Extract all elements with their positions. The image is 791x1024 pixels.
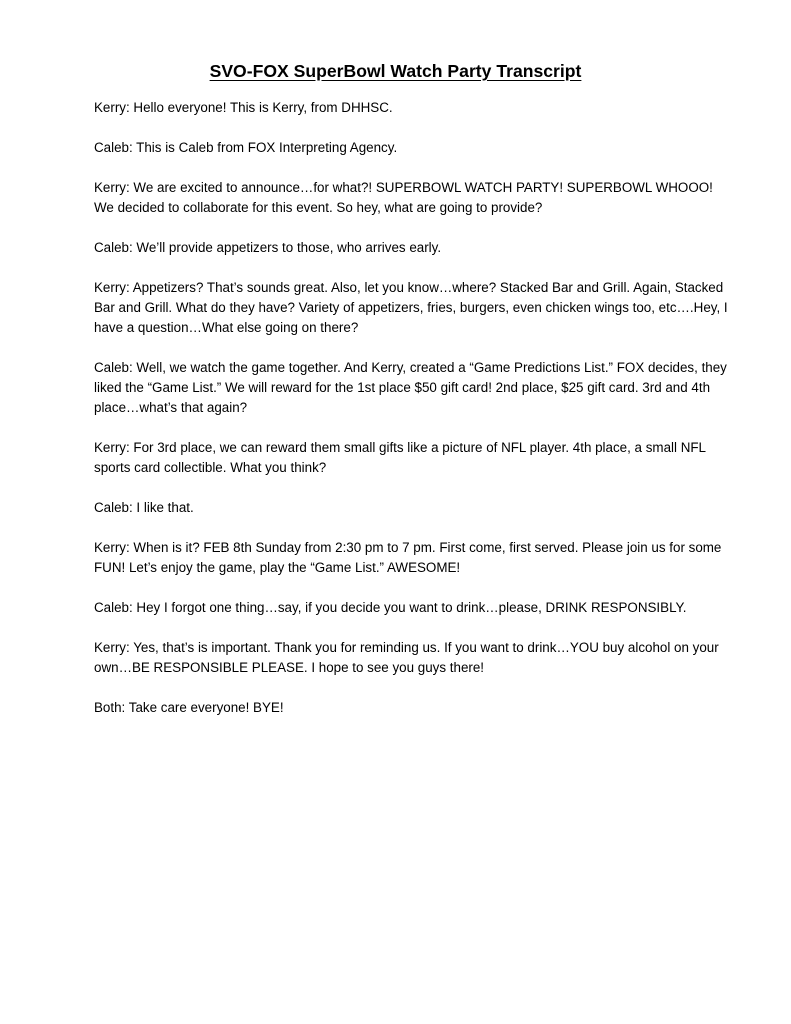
transcript-line: Kerry: Hello everyone! This is Kerry, from DHHSC. — [94, 100, 393, 115]
transcript-line: Caleb: I like that. — [94, 500, 194, 515]
transcript-line: Caleb: This is Caleb from FOX Interpreting Agency. — [94, 140, 398, 155]
transcript-line: Caleb: Well, we watch the game together. And Kerry, created a “Game Predictions List.” FOX decides, they liked the “Game List.” We will reward for the 1st place $50 gift card! 2nd place, $25 gift card. 3rd and 4th place…what’s that again? — [94, 360, 727, 415]
transcript-line: Caleb: We’ll provide appetizers to those, who arrives early. — [94, 240, 442, 255]
transcript-line: Caleb: Hey I forgot one thing…say, if you decide you want to drink…please, DRINK RESPONSIBLY. — [94, 600, 687, 615]
transcript-line: Both: Take care everyone! BYE! — [94, 700, 284, 715]
transcript-line: Kerry: Appetizers? That’s sounds great. Also, let you know…where? Stacked Bar and Grill. Again, Stacked Bar and Grill. What do they have? Variety of appetizers, fries, burgers, even chicken wings too, etc….Hey, I have a question…What else going on there? — [94, 280, 728, 335]
transcript-line: Kerry: Yes, that’s is important. Thank you for reminding us. If you want to drink…YOU buy alcohol on your own…BE RESPONSIBLE PLEASE. I hope to see you guys there! — [94, 640, 719, 675]
page-title: SVO-FOX SuperBowl Watch Party Transcript — [209, 61, 582, 81]
transcript-line: Kerry: When is it? FEB 8th Sunday from 2:30 pm to 7 pm. First come, first served. Please join us for some FUN! Let’s enjoy the game, play the “Game List.” AWESOME! — [94, 540, 722, 575]
transcript-body — [94, 98, 734, 738]
transcript-line: Kerry: We are excited to announce…for what?! SUPERBOWL WATCH PARTY! SUPERBOWL WHOOO! We decided to collaborate for this event. So hey, what are going to provide? — [94, 180, 713, 215]
transcript-line: Kerry: For 3rd place, we can reward them small gifts like a picture of NFL player. 4th place, a small NFL sports card collectible. What you think? — [94, 440, 706, 475]
